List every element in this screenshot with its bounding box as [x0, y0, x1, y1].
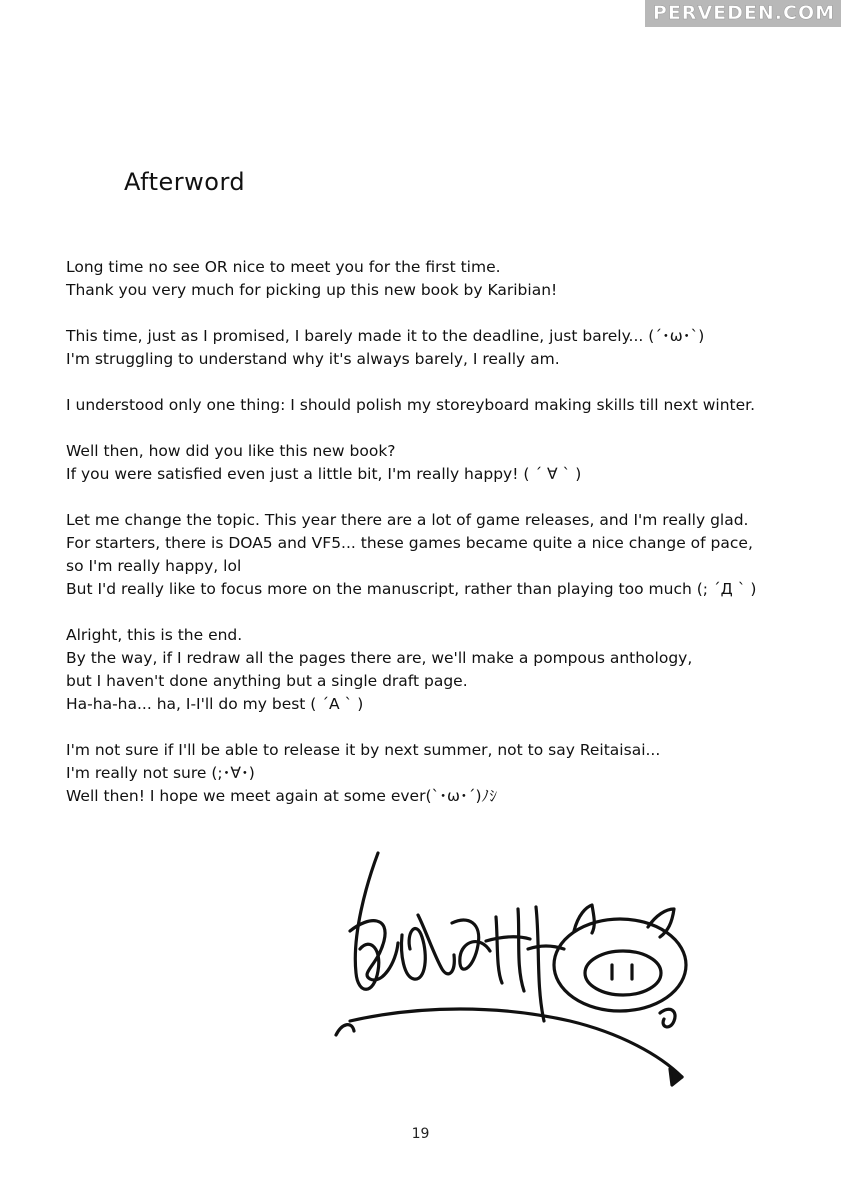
text-line: I'm really not sure (;･∀･)	[66, 764, 255, 782]
paragraph	[66, 624, 821, 716]
text-line: Thank you very much for picking up this new book by Karibian!	[66, 281, 558, 299]
text-line: This time, just as I promised, I barely made it to the deadline, just barely... (´･ω･`)	[66, 327, 705, 345]
text-line: so I'm really happy, lol	[66, 557, 242, 575]
afterword-body	[66, 256, 821, 831]
text-line: If you were satisfied even just a little bit, I'm really happy! ( ´ ∀ ` )	[66, 465, 582, 483]
text-line: I understood only one thing: I should polish my storeyboard making skills till next winter.	[66, 396, 756, 414]
author-signature	[330, 845, 700, 1095]
watermark: PERVEDEN.COM	[645, 0, 841, 27]
text-line: Well then, how did you like this new book?	[66, 442, 396, 460]
text-line: For starters, there is DOA5 and VF5... these games became quite a nice change of pace,	[66, 534, 753, 552]
text-line: But I'd really like to focus more on the manuscript, rather than playing too much (; ´Д ` )	[66, 580, 757, 598]
page-number: 19	[411, 1126, 430, 1142]
paragraph	[66, 739, 821, 808]
paragraph	[66, 440, 821, 486]
text-line: Let me change the topic. This year there are a lot of game releases, and I'm really glad.	[66, 511, 749, 529]
text-line: I'm not sure if I'll be able to release it by next summer, not to say Reitaisai...	[66, 741, 661, 759]
paragraph	[66, 509, 821, 601]
paragraph	[66, 256, 821, 302]
text-line: Ha-ha-ha... ha, I-I'll do my best ( ´A ` )	[66, 695, 364, 713]
text-line: Long time no see OR nice to meet you for the first time.	[66, 258, 501, 276]
paragraph	[66, 394, 821, 417]
paragraph	[66, 325, 821, 371]
text-line: By the way, if I redraw all the pages there are, we'll make a pompous anthology,	[66, 649, 693, 667]
page-title: Afterword	[124, 168, 246, 196]
text-line: I'm struggling to understand why it's always barely, I really am.	[66, 350, 560, 368]
text-line: but I haven't done anything but a single draft page.	[66, 672, 468, 690]
text-line: Alright, this is the end.	[66, 626, 243, 644]
text-line: Well then! I hope we meet again at some ever(`･ω･´)ﾉｼ	[66, 787, 498, 805]
